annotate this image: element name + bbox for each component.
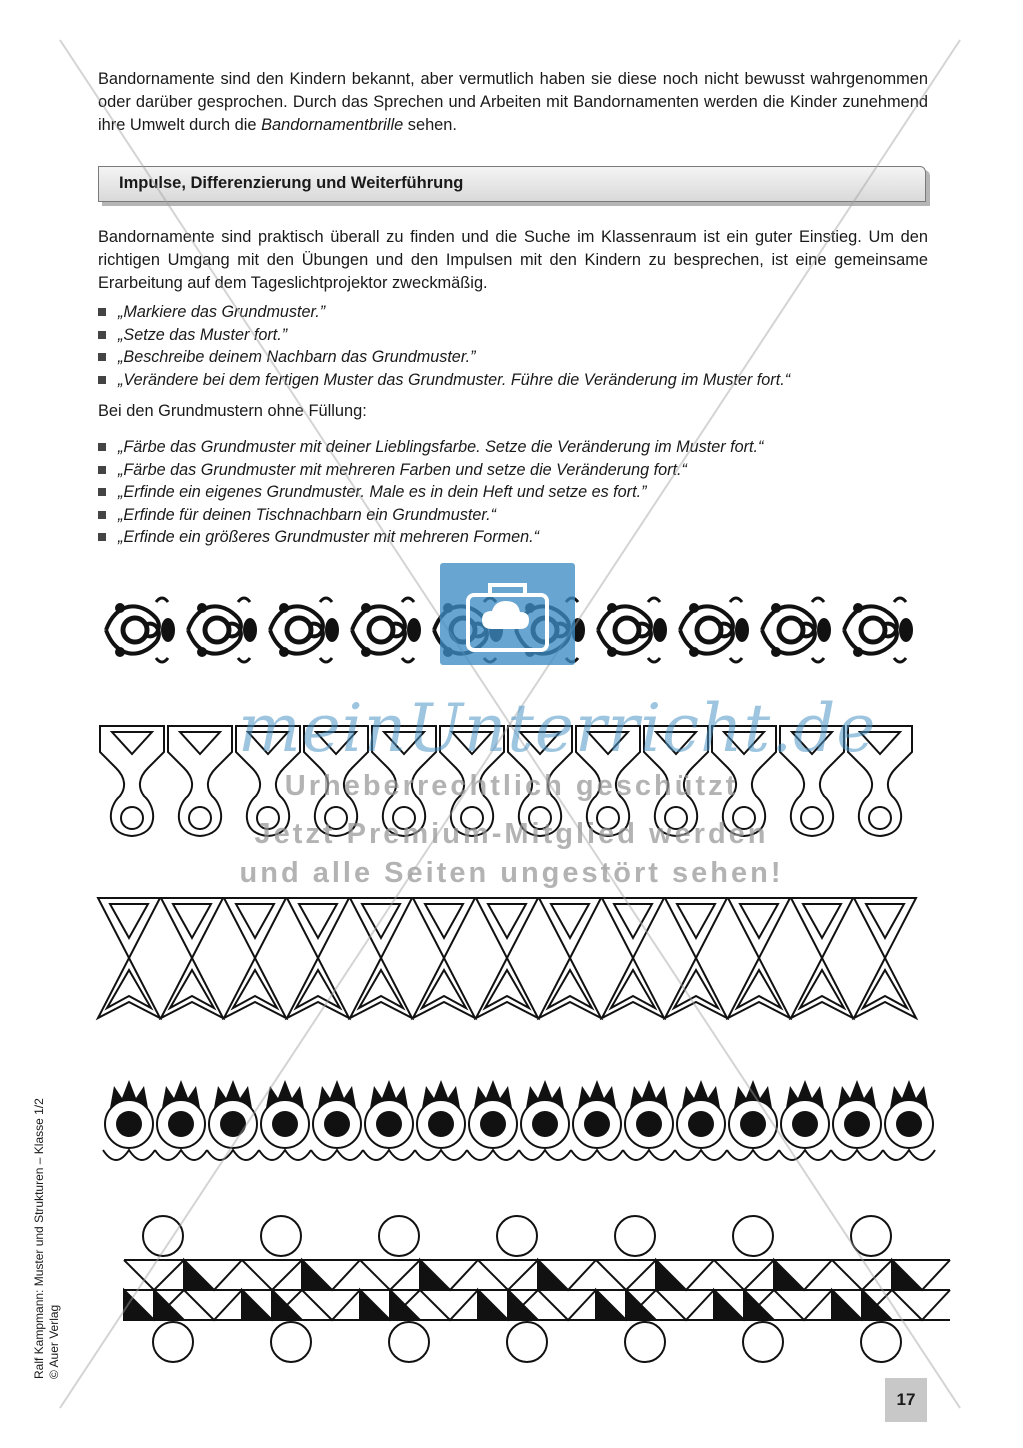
watermark-logo [440,563,575,665]
list-item: „Färbe das Grundmuster mit mehreren Farben und setze die Veränderung fort.“ [98,459,763,482]
watermark-brand: meinUnterricht.de [238,690,877,767]
intro-paragraph: Bandornamente sind den Kindern bekannt, aber vermutlich haben sie diese noch nicht bewusst wahrgenommen oder darüber gesprochen. Durch das Sprechen und Arbeiten mit Bandornamenten werden die Kinder zunehmend ihre Umwelt durch die Bandornamentbrille sehen. [98,70,928,134]
list-item: „Erfinde ein eigenes Grundmuster. Male es in dein Heft und setze es fort.” [98,481,763,504]
section-heading: Impulse, Differenzierung und Weiterführung [119,174,464,192]
side-credit-publisher: © Auer Verlag [47,1304,61,1379]
list-item: „Erfinde für deinen Tischnachbarn ein Grundmuster.“ [98,504,763,527]
ornament-row-hourglass [98,898,916,1018]
side-credit-author: Ralf Kampmann: Muster und Strukturen – Klasse 1/2 [32,1098,46,1379]
watermark-line-1: Urheberrechtlich geschützt [284,770,739,802]
intro-emphasis: Bandornamentbrille [261,116,404,134]
list-item: „Markiere das Grundmuster.” [98,301,790,324]
briefcase-cloud-icon [440,563,575,665]
watermark-line-3: und alle Seiten ungestört sehen! [239,857,784,889]
list-item: „Beschreibe deinem Nachbarn das Grundmuster.” [98,346,790,369]
list-item: „Färbe das Grundmuster mit deiner Lieblingsfarbe. Setze die Veränderung im Muster fort.“ [98,436,763,459]
list-item: „Verändere bei dem fertigen Muster das Grundmuster. Führe die Veränderung im Muster fort.“ [98,369,790,392]
ornament-row-crown [103,1080,935,1160]
ornament-row-triangles [124,1216,950,1362]
watermark-line-2: Jetzt Premium-Mitglied werden [254,818,769,850]
subheading: Bei den Grundmustern ohne Füllung: [98,402,367,420]
list-item: „Erfinde ein größeres Grundmuster mit mehreren Formen.“ [98,526,763,549]
side-credit [32,1098,62,1379]
list-item: „Setze das Muster fort.” [98,324,790,347]
page-number: 17 [885,1378,927,1422]
body-paragraph: Bandornamente sind praktisch überall zu finden und die Suche im Klassenraum ist ein guter Einstieg. Um den richtigen Umgang mit den Übungen und den Impulsen mit den Kindern zu besprechen, ist eine gemeinsame Erarbeitung auf dem Tageslichtprojektor zweckmäßig. [98,228,928,292]
